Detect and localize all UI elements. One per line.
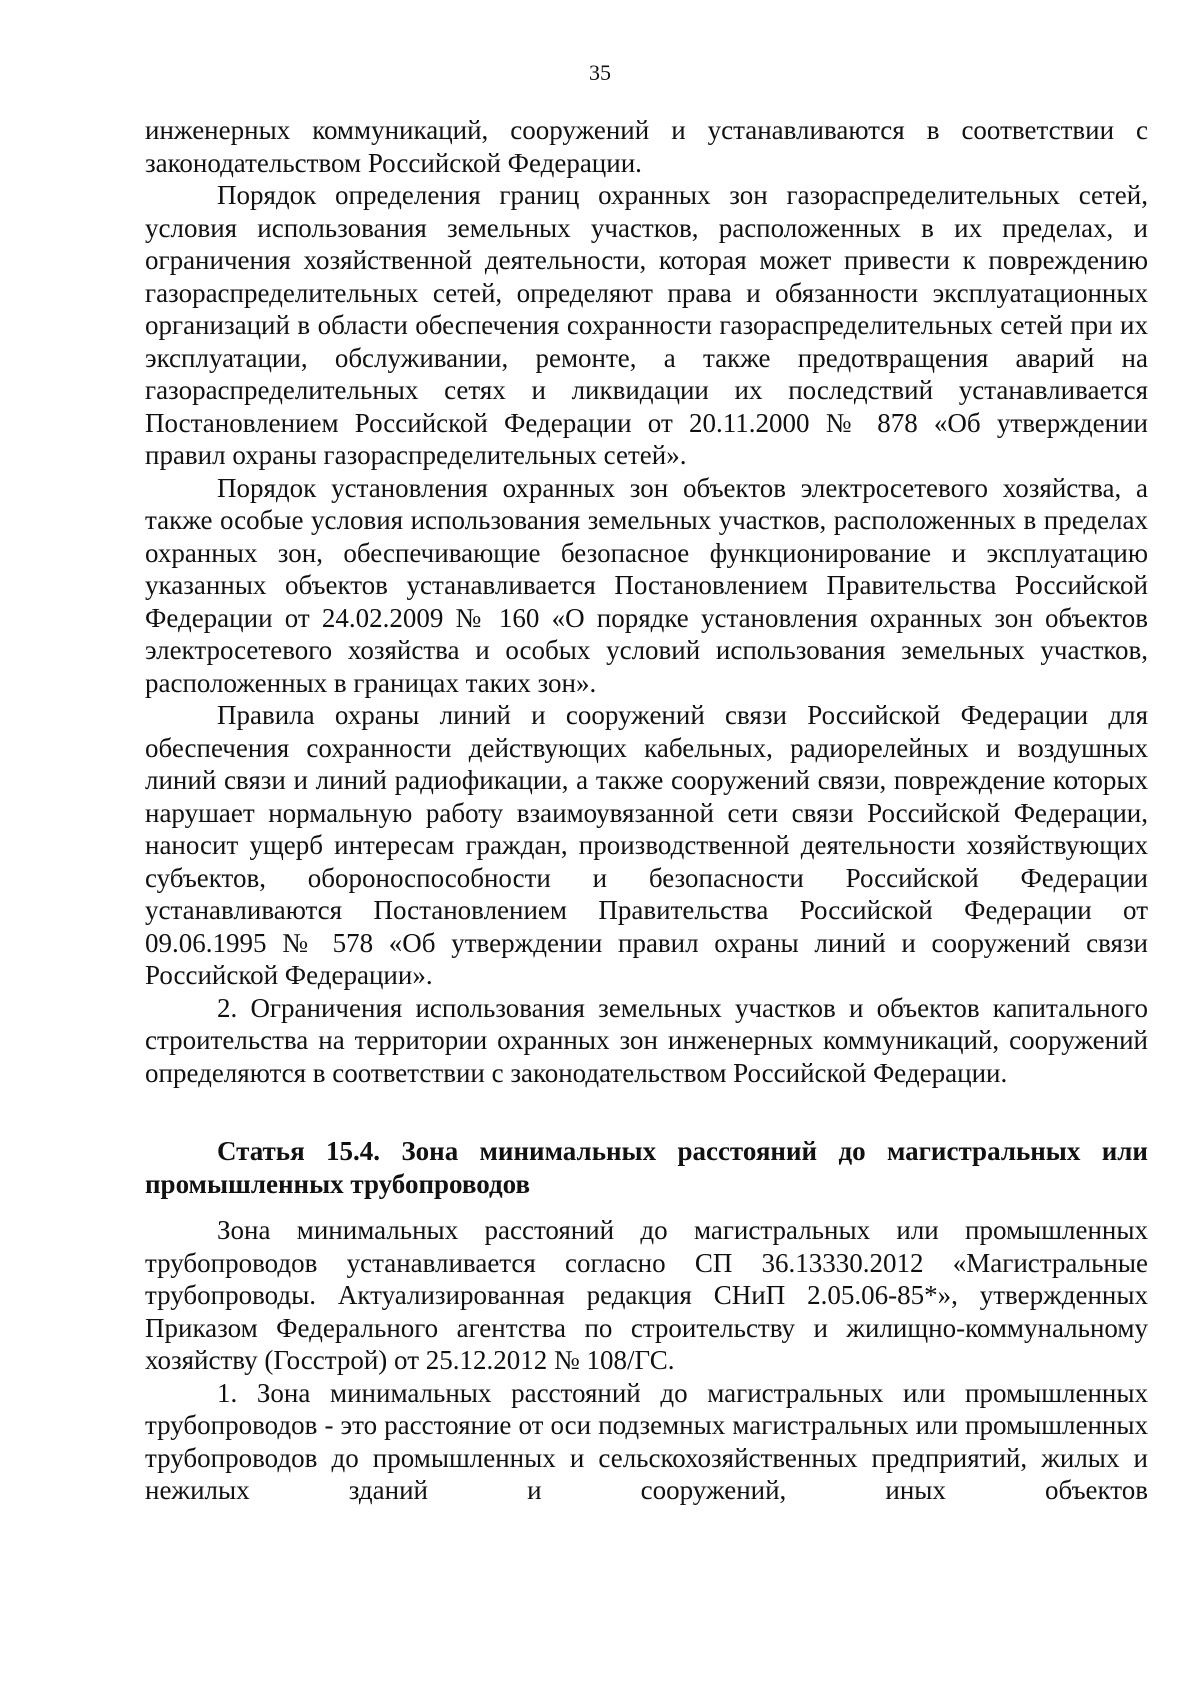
paragraph-pipeline-zone: Зона минимальных расстояний до магистральных или промышленных трубопроводов устанавливается согласно СП 36.13330.2012 «Магистральные трубопроводы. Актуализированная редакция СНиП 2.05.06-85*», утвержденных Приказом Федерального агентства по строительству и жилищно-коммунальному хозяйству (Госстрой) от 25.12.2012 № 108/ГС. (145, 1215, 1148, 1375)
paragraph-pipeline-definition: 1. Зона минимальных расстояний до магистральных или промышленных трубопроводов - это расстояние от оси подземных магистральных или промышленных трубопроводов до промышленных и сельскохозяйственных предприятий, жилых и нежилых зданий и сооружений, иных объектов (145, 1377, 1148, 1505)
paragraph-continuation: инженерных коммуникаций, сооружений и устанавливаются в соответствии с законодательством Российской Федерации. (145, 115, 1148, 178)
paragraph-power-grid: Порядок установления охранных зон объектов электросетевого хозяйства, а также особые условия использования земельных участков, расположенных в пределах охранных зон, обеспечивающие безопасное функционирование и эксплуатацию указанных объектов устанавливается Постановлением Правительства Российской Федерации от 24.02.2009 № 160 «О порядке установления охранных зон объектов электросетевого хозяйства и особых условий использования земельных участков, расположенных в границах таких зон». (145, 472, 1148, 698)
paragraph-gas-networks: Порядок определения границ охранных зон газораспределительных сетей, условия использования земельных участков, расположенных в их пределах, и ограничения хозяйственной деятельности, которая может привести к повреждению газораспределительных сетей, определяют права и обязанности эксплуатационных организаций в области обеспечения сохранности газораспределительных сетей при их эксплуатации, обслуживании, ремонте, а также предотвращения аварий на газораспределительных сетях и ликвидации их последствий устанавливается Постановлением Российской Федерации от 20.11.2000 № 878 «Об утверждении правил охраны газораспределительных сетей». (145, 180, 1148, 470)
document-body (145, 114, 1148, 1507)
paragraph-restrictions: 2. Ограничения использования земельных участков и объектов капитального строительства на территории охранных зон инженерных коммуникаций, сооружений определяются в соответствии с законодательством Российской Федерации. (145, 992, 1148, 1088)
paragraph-communication-lines: Правила охраны линий и сооружений связи Российской Федерации для обеспечения сохранности действующих кабельных, радиорелейных и воздушных линий связи и линий радиофикации, а также сооружений связи, повреждение которых нарушает нормальную работу взаимоувязанной сети связи Российской Федерации, наносит ущерб интересам граждан, производственной деятельности хозяйствующих субъектов, обороноспособности и безопасности Российской Федерации устанавливаются Постановлением Правительства Российской Федерации от 09.06.1995 № 578 «Об утверждении правил охраны линий и сооружений связи Российской Федерации». (145, 700, 1148, 990)
article-heading: Статья 15.4. Зона минимальных расстояний до магистральных или промышленных трубопроводов (145, 1136, 1148, 1199)
page-number: 35 (589, 60, 611, 85)
